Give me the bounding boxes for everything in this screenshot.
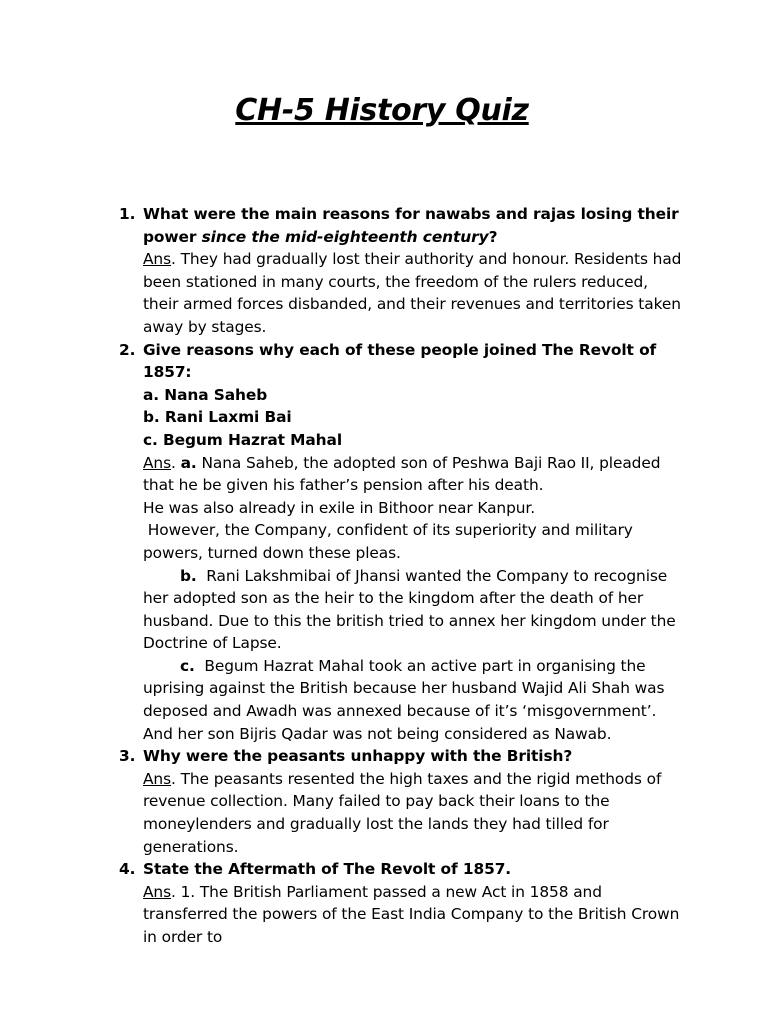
question-number: 2. [119,340,136,359]
answer-c [143,655,683,745]
sub-question-a: a. Nana Saheb [143,385,268,404]
answer-label: Ans [143,453,172,472]
answer-a-line-3 [143,519,683,564]
answer-label: Ans [143,769,172,788]
answer-a: Ans. a. Nana Saheb, the adopted son of Peshwa Baji Rao II, pleaded that he be given his father’s pension after his death. [143,453,661,495]
answer-b-body: Rani Lakshmibai of Jhansi wanted the Company to recognise her adopted son as the heir to the kingdom after the death of her husband. Due to this the british tried to annex her kingdom under the Doctrine of Lapse. [143,566,676,653]
answer-text [143,248,683,338]
answer-c-body: Begum Hazrat Mahal took an active part in organising the uprising against the British because her husband Wajid Ali Shah was deposed and Awadh was annexed because of it’s ‘misgovernment’. And her son Bijris Qadar was not being considered as Nawab. [143,656,665,743]
answer-body: . They had gradually lost their authority and honour. Residents had been stationed in many courts, the freedom of the rulers reduced, their armed forces disbanded, and their revenues and territories taken away by stages. [143,250,682,336]
answer-body: . The peasants resented the high taxes and the rigid methods of revenue collection. Many failed to pay back their loans to the moneylenders and gradually lost the lands they had tilled for generations. [143,769,662,856]
answer-text [143,768,683,858]
sub-question-b: b. Rani Laxmi Bai [143,408,292,427]
answer-a-line-2: He was also already in exile in Bithoor near Kanpur. [143,498,536,517]
answer-b [143,565,683,655]
sub-question-c: c. Begum Hazrat Mahal [143,430,343,449]
quiz-list [119,203,683,949]
answer-text [143,881,683,949]
question-number: 1. [119,205,136,223]
question-item-4 [119,858,683,948]
page-title: CH-5 History Quiz [235,93,529,128]
question-number: 3. [119,747,136,766]
question-text: Give reasons why each of these people joined The Revolt of 1857: [143,340,657,382]
answer-marker-b: b. [180,566,197,585]
question-item-1 [119,203,683,339]
question-item-2 [119,339,683,746]
question-text-end: ? [488,227,498,246]
question-text-italic: since the mid-eighteenth century [201,227,489,246]
question-item-3 [119,745,683,858]
question-text: State the Aftermath of The Revolt of 1857. [143,860,512,879]
answer-label: Ans [143,882,172,901]
answer-marker-a: a. [180,453,197,472]
question-text-part: What were the main reasons for nawabs and rajas losing their power [143,205,679,246]
answer-label: Ans [143,250,172,269]
answer-marker-c: c. [180,656,195,675]
question-text: Why were the peasants unhappy with the British? [143,747,573,766]
answer-body: . 1. The British Parliament passed a new Act in 1858 and transferred the powers of the East India Company to the British Crown in order to [143,882,680,946]
question-number: 4. [119,860,136,879]
answer-a-line-3-body: However, the Company, confident of its superiority and military powers, turned down these pleas. [143,521,633,562]
answer-a-body: Nana Saheb, the adopted son of Peshwa Baji Rao II, pleaded that he be given his father’s pension after his death. [143,453,661,495]
question-text [143,203,683,248]
